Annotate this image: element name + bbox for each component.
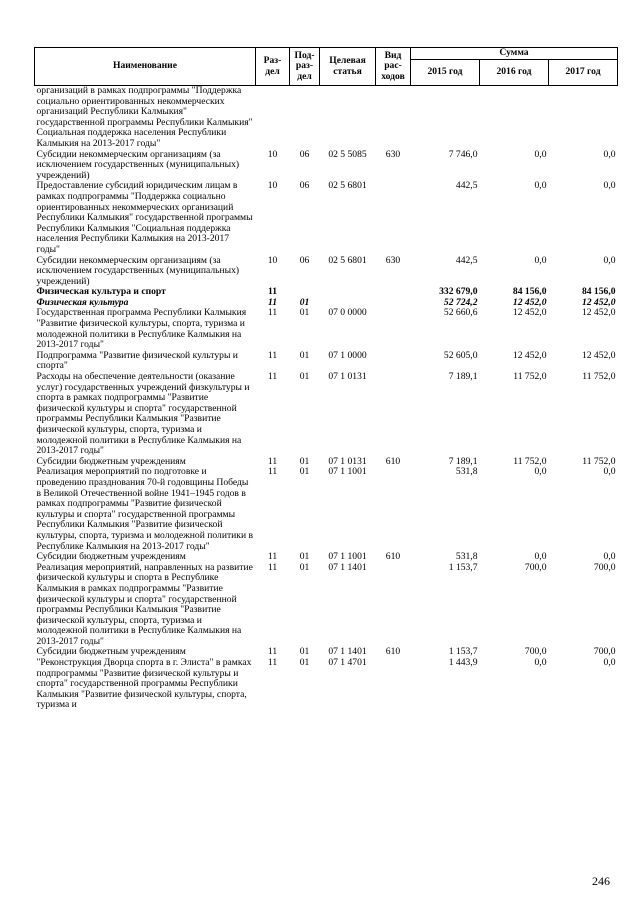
cell-y2017: 0,0 [603,466,616,478]
cell-y2017: 84 156,0 [581,286,616,298]
cell-y2017: 700,0 [593,561,616,573]
cell-name: Физическая культура [36,296,129,308]
cell-cs: 07 1 1001 [328,466,367,478]
cell-rz: 11 [267,551,278,563]
cell-name: Субсидии бюджетным учреждениям [36,551,186,563]
cell-vr: 610 [385,455,401,467]
cell-y2015: 52 605,0 [443,349,478,361]
header-year-2017: 2017 год [549,60,618,86]
cell-name: Расходы на обеспечение деятельности (оказание услуг) государственных учреждений физкультуры и спорта в рамках подпрограммы "Развитие физической культуры и спорта" государственной программы Республики Калмыкия "Развитие физической культуры, спорта, туризма и молодежной политики в Республике Калмыкия на 2013-2017 годы" [36,371,250,457]
header-razdel: Раз- дел [256,48,290,86]
cell-y2016: 700,0 [524,646,547,658]
cell-y2017: 12 452,0 [581,307,616,319]
header-tselevaya-statya: Целевая статья [320,48,376,86]
cell-y2015 [411,86,480,150]
cell-y2016: 0,0 [534,180,547,192]
cell-rz: 10 [267,180,278,192]
cell-name: Субсидии некоммерческим организациям (за исключением государственных (муниципальных) учреждений) [36,254,240,287]
cell-cs: 07 1 0131 [328,371,367,383]
cell-prz: 01 [299,307,310,319]
cell-rz [256,86,290,150]
cell-name: Реализация мероприятий по подготовке и проведению празднования 70-й годовщины Победы в Великой Отечественной войне 1941–1945 годов в рамках подпрограммы "Развитие физической культуры и спорта" государственной программы Республики Калмыкия "Развитие физической культуры, спорта, туризма и молодежной политики в Республике Калмыкия на 2013-2017 годы" [36,466,254,552]
cell-y2017 [549,86,618,150]
cell-vr [376,467,411,552]
table-row [35,308,618,350]
cell-y2015: 1 153,7 [448,646,478,658]
table-row [35,658,618,711]
table-body [35,86,618,712]
cell-name: Предоставление субсидий юридическим лицам в рамках подпрограммы "Поддержка социально ориентированных некоммерческих организаций Республики Калмыкия" государственной программы Республики Калмыкия "Социальная поддержка населения Республики Калмыкия на 2013-2017 годы" [36,180,253,255]
cell-cs: 07 1 0131 [328,455,367,467]
cell-y2015: 7 189,1 [448,455,478,467]
cell-name: организаций в рамках подпрограммы "Поддержка социально ориентированных некоммерческих организаций Республики Калмыкия" государственной программы Республики Калмыкия" Социальная поддержка населения Республики Калмыкия на 2013-2017 годы" [36,85,253,149]
cell-y2015: 531,8 [455,551,478,563]
cell-cs: 07 1 4701 [328,657,367,669]
cell-y2017: 0,0 [603,254,616,266]
cell-y2015: 52 660,6 [443,307,478,319]
cell-rz: 11 [267,466,278,478]
cell-prz: 01 [299,349,310,361]
cell-vr [376,308,411,350]
cell-cs: 02 5 6801 [328,180,367,192]
cell-y2015: 1 153,7 [448,561,478,573]
cell-prz: 01 [299,551,310,563]
table-row [35,372,618,457]
cell-prz: 01 [299,455,310,467]
cell-y2015: 7 189,1 [448,371,478,383]
cell-y2017: 0,0 [603,180,616,192]
cell-rz: 11 [267,296,278,308]
cell-rz: 11 [267,371,278,383]
cell-cs: 07 1 0000 [328,349,367,361]
table-row [35,467,618,552]
cell-vr [376,658,411,711]
cell-y2016: 12 452,0 [512,349,547,361]
table-row [35,351,618,372]
cell-prz: 06 [299,180,310,192]
cell-name: Подпрограмма "Развитие физической культуры и спорта" [36,349,238,372]
cell-y2016: 11 752,0 [513,455,547,467]
cell-y2015: 531,8 [455,466,478,478]
cell-prz: 01 [299,466,310,478]
cell-prz: 06 [299,148,310,160]
cell-y2016: 0,0 [534,551,547,563]
cell-vr: 610 [385,646,401,658]
cell-cs [320,86,376,150]
header-year-2015: 2015 год [411,60,480,86]
cell-vr [376,298,411,309]
cell-rz: 10 [267,254,278,266]
cell-y2016 [480,86,549,150]
budget-table [34,47,618,711]
cell-y2017: 700,0 [593,646,616,658]
cell-prz: 01 [299,657,310,669]
cell-y2016: 700,0 [524,561,547,573]
cell-prz [290,86,320,150]
cell-y2017: 0,0 [603,148,616,160]
cell-y2016: 12 452,0 [512,296,547,308]
cell-name: Субсидии бюджетным учреждениям [36,646,186,658]
cell-cs: 02 5 6801 [328,254,367,266]
header-summa: Сумма [411,48,618,60]
cell-vr [376,287,411,298]
cell-cs: 07 1 1001 [328,551,367,563]
cell-rz: 11 [267,561,278,573]
cell-vr: 610 [385,551,401,563]
cell-vr: 630 [385,148,401,160]
cell-y2016: 0,0 [534,657,547,669]
table-row [35,256,618,288]
header-year-2016: 2016 год [480,60,549,86]
cell-prz: 06 [299,254,310,266]
cell-name: Субсидии некоммерческим организациям (за исключением государственных (муниципальных) учреждений) [36,148,240,181]
table-row [35,563,618,648]
cell-y2017: 11 752,0 [582,371,616,383]
cell-y2015: 442,5 [455,180,478,192]
cell-cs: 07 1 1401 [328,561,367,573]
cell-prz: 01 [299,296,310,308]
cell-prz: 01 [299,561,310,573]
cell-cs: 07 1 1401 [328,646,367,658]
cell-prz: 01 [299,646,310,658]
table-row [35,150,618,182]
cell-y2016: 0,0 [534,148,547,160]
cell-rz: 11 [267,646,278,658]
budget-table-sheet [34,47,617,711]
cell-vr [376,86,411,150]
header-podrazdel: Под- раз- дел [290,48,320,86]
cell-name: Реализация мероприятий, направленных на развитие физической культуры и спорта в Республике Калмыкия в рамках подпрограммы "Развитие физической культуры и спорта" государственной программы Республики Калмыкия "Развитие физической культуры, спорта, туризма и молодежной политики в Республике Калмыкия на 2013-2017 годы" [36,561,253,647]
cell-rz: 11 [267,349,278,361]
cell-name: Государственная программа Республики Калмыкия "Развитие физической культуры, спорта, туризма и молодежной политики в Республике Калмыкия на 2013-2017 годы" [36,307,247,351]
cell-name: Субсидии бюджетным учреждениям [36,455,186,467]
cell-y2016: 0,0 [534,466,547,478]
cell-rz: 11 [267,286,278,298]
cell-rz: 10 [267,148,278,160]
cell-y2017: 0,0 [603,551,616,563]
cell-y2017: 12 452,0 [581,349,616,361]
cell-vr [376,563,411,648]
cell-y2017: 11 752,0 [582,455,616,467]
cell-y2017: 0,0 [603,657,616,669]
cell-y2016: 11 752,0 [513,371,547,383]
table-row [35,86,618,150]
cell-rz: 11 [267,307,278,319]
cell-y2015: 7 746,0 [448,148,478,160]
cell-rz: 11 [267,657,278,669]
cell-y2015: 332 679,0 [439,286,478,298]
cell-y2015: 52 724,2 [443,296,478,308]
cell-prz: 01 [299,371,310,383]
cell-vr [376,181,411,255]
cell-vr [376,351,411,372]
header-name: Наименование [35,48,256,86]
cell-y2015: 442,5 [455,254,478,266]
header-vid-raskhodov: Вид рас- ходов [376,48,411,86]
cell-y2015: 1 443,9 [448,657,478,669]
cell-y2016: 0,0 [534,254,547,266]
cell-cs: 07 0 0000 [328,307,367,319]
cell-y2016: 12 452,0 [512,307,547,319]
table-header [35,48,618,86]
cell-name: "Реконструкция Дворца спорта в г. Элиста" в рамках подпрограммы "Развитие физической культуры и спорта" государственной программы Республики Калмыкия "Развитие физической культуры, спорта, туризма и [36,657,252,711]
cell-y2016: 84 156,0 [512,286,547,298]
cell-vr: 630 [385,254,401,266]
cell-name: Физическая культура и спорт [36,286,166,298]
table-row [35,181,618,255]
page-number: 246 [592,874,610,888]
cell-rz: 11 [267,455,278,467]
cell-cs: 02 5 5085 [328,148,367,160]
cell-y2017: 12 452,0 [581,296,616,308]
cell-vr [376,372,411,457]
cell-cs [320,287,376,298]
